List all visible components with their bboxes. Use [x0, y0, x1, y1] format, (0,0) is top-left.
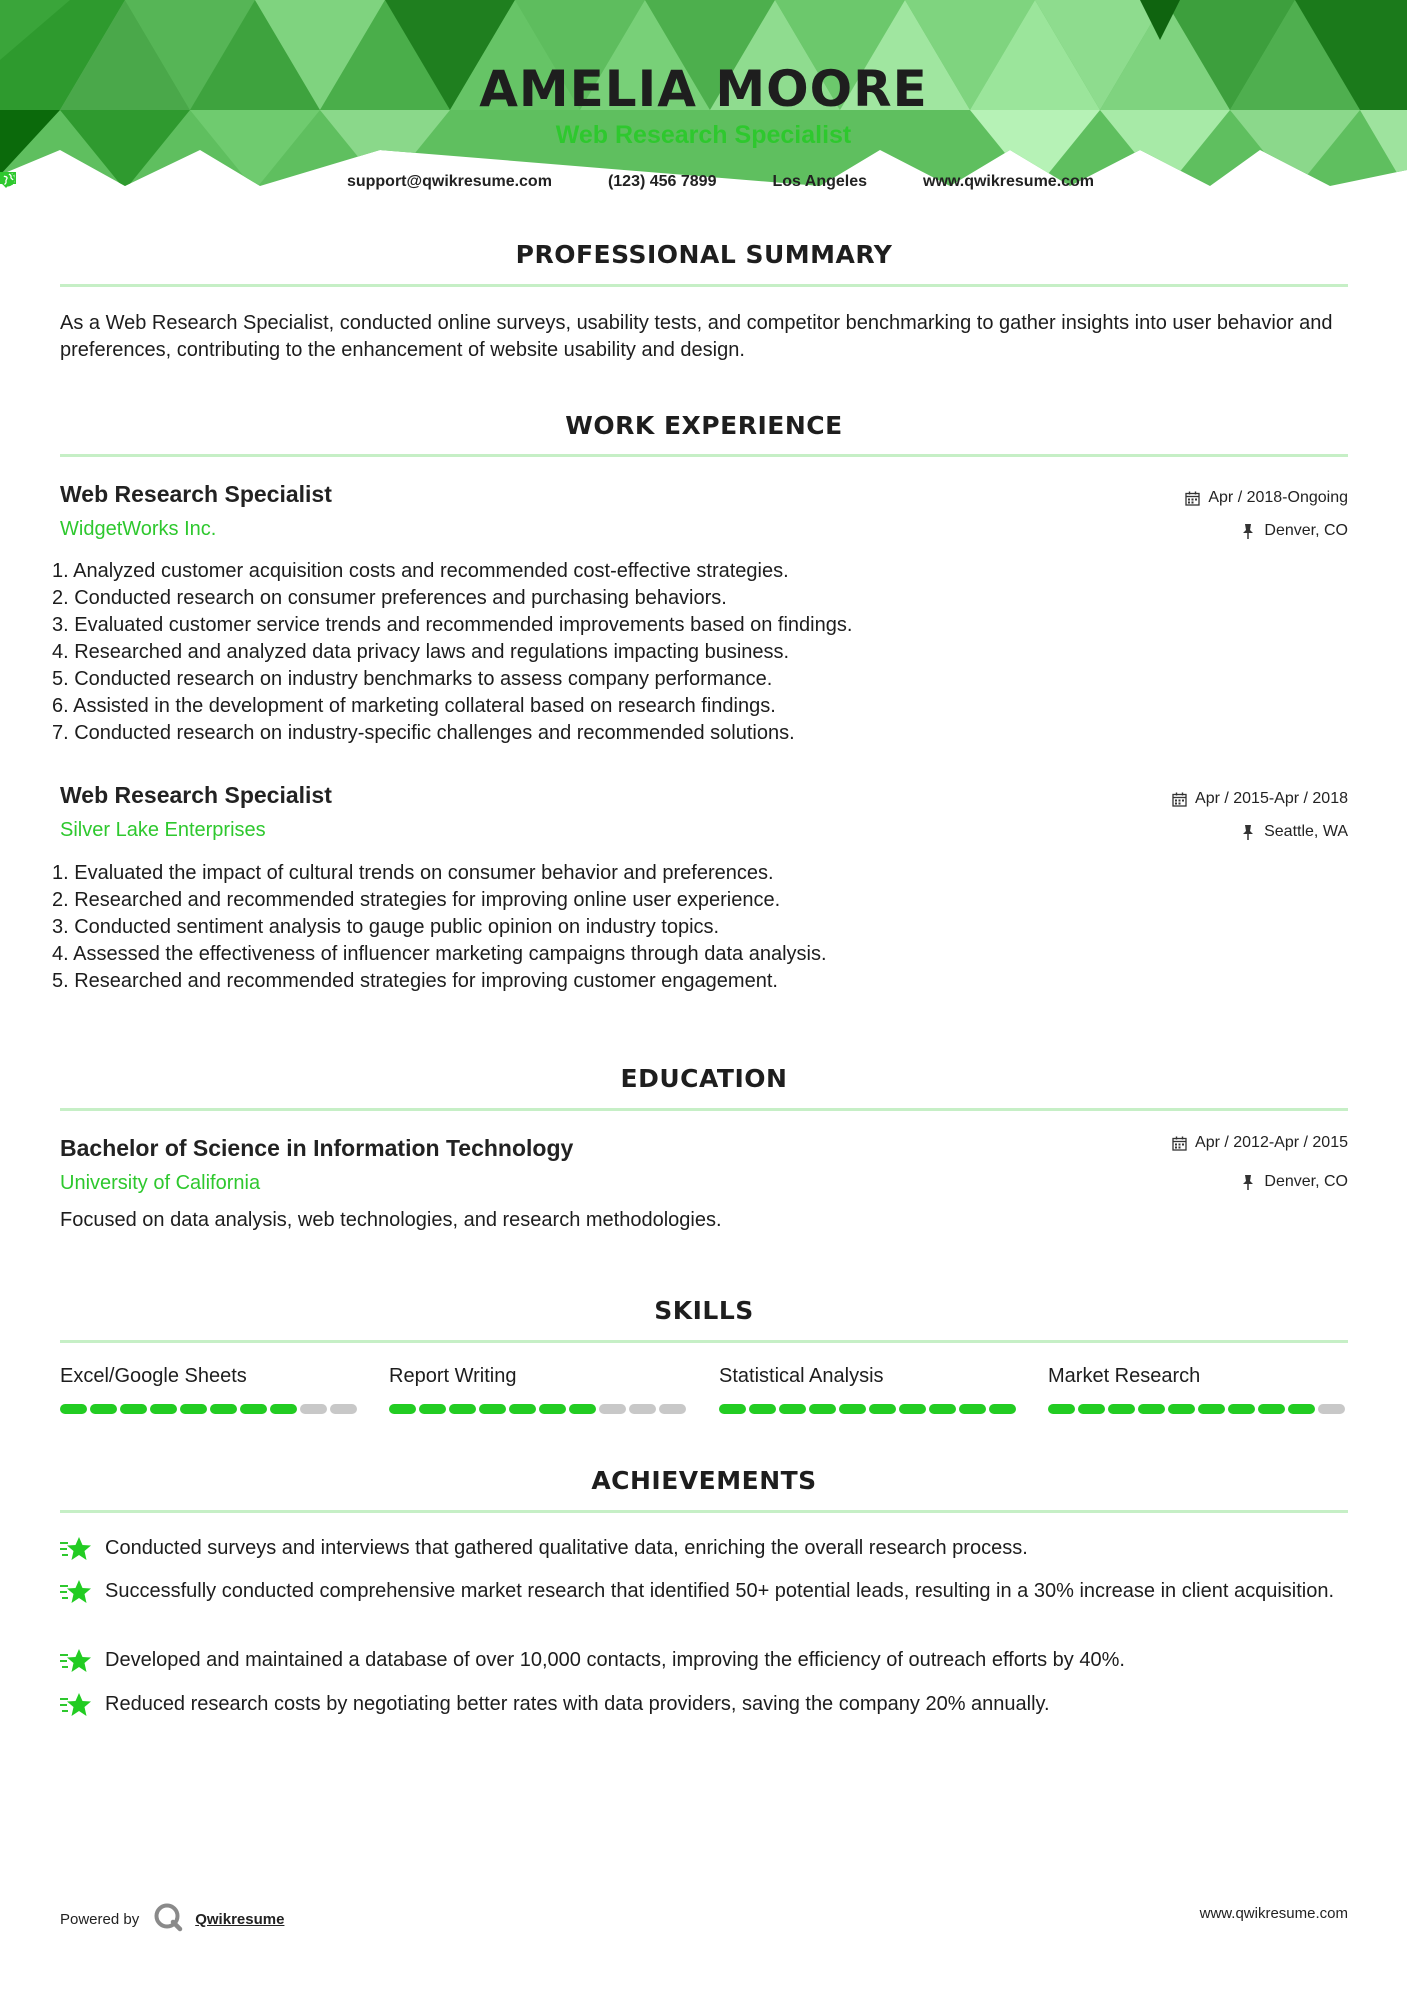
job-location-text: Denver, CO [1264, 522, 1348, 539]
achievements-divider [60, 1510, 1348, 1513]
company-name: Silver Lake Enterprises [60, 819, 266, 841]
school-name: University of California [60, 1172, 261, 1194]
summary-divider [60, 284, 1348, 287]
candidate-role: Web Research Specialist [555, 121, 852, 149]
location-text: Los Angeles [772, 173, 868, 190]
list-item: 6. Assisted in the development of marketing collateral based on research findings. [52, 695, 776, 717]
skill-segment-filled [719, 1404, 746, 1414]
list-item: 2. Researched and recommended strategies for improving online user experience. [52, 889, 781, 911]
skill-name: Report Writing [389, 1365, 517, 1387]
skill-segment-filled [90, 1404, 117, 1414]
skill-segment-filled [1078, 1404, 1105, 1414]
skill-segment-filled [120, 1404, 147, 1414]
skill-segment-filled [389, 1404, 416, 1414]
education-description: Focused on data analysis, web technologies, and research methodologies. [60, 1209, 722, 1231]
skill-segment-empty [599, 1404, 626, 1414]
phone-icon [574, 172, 594, 192]
list-item: 1. Analyzed customer acquisition costs and recommended cost-effective strategies. [52, 560, 789, 582]
skill-segment-filled [1048, 1404, 1075, 1414]
skill-segment-filled [150, 1404, 177, 1414]
calendar-icon [1184, 490, 1200, 506]
skill-segment-filled [929, 1404, 956, 1414]
list-item: 3. Conducted sentiment analysis to gauge public opinion on industry topics. [52, 916, 720, 938]
list-item: 5. Conducted research on industry benchmarks to assess company performance. [52, 668, 773, 690]
achievement-item [60, 1647, 1350, 1675]
achievement-item [60, 1691, 1350, 1719]
footer-website[interactable]: www.qwikresume.com [1199, 1905, 1348, 1922]
powered-by-text: Powered by [60, 1910, 140, 1928]
skill-segment-filled [1168, 1404, 1195, 1414]
star-icon [60, 1647, 92, 1675]
footer-powered-by [60, 1902, 284, 1936]
website-text: www.qwikresume.com [923, 173, 1095, 190]
email-text: support@qwikresume.com [346, 173, 552, 190]
skill-segment-filled [419, 1404, 446, 1414]
job-dates-text: Apr / 2015-Apr / 2018 [1195, 790, 1348, 807]
list-item: 5. Researched and recommended strategies for improving customer engagement. [52, 970, 778, 992]
experience-divider [60, 454, 1348, 457]
duties-list [52, 558, 1352, 747]
star-icon [60, 1691, 92, 1719]
skill-segment-filled [959, 1404, 986, 1414]
job-dates [1171, 790, 1348, 808]
skill-segment-filled [899, 1404, 926, 1414]
calendar-icon [1171, 791, 1187, 807]
education-heading: EDUCATION [620, 1064, 788, 1093]
education-dates-text: Apr / 2012-Apr / 2015 [1195, 1134, 1348, 1151]
skill-segment-filled [1288, 1404, 1315, 1414]
skill-name: Market Research [1048, 1365, 1201, 1387]
achievement-text: Reduced research costs by negotiating better rates with data providers, saving the company 20% annually. [105, 1693, 1050, 1715]
globe-icon [889, 172, 909, 192]
skill-level-bar [389, 1404, 689, 1414]
list-item: 2. Conducted research on consumer preferences and purchasing behaviors. [52, 587, 727, 609]
education-divider [60, 1108, 1348, 1111]
contact-location [738, 172, 867, 192]
summary-text: As a Web Research Specialist, conducted online surveys, usability tests, and competitor benchmarking to gather insights into user behavior and preferences, contributing to the enhancement of website usability and design. [60, 312, 1333, 361]
calendar-icon [1171, 1135, 1187, 1151]
job-location [1240, 823, 1348, 841]
skill-level-bar [719, 1404, 1019, 1414]
skill-segment-filled [60, 1404, 87, 1414]
envelope-icon [313, 172, 333, 192]
map-marker-icon [738, 172, 758, 192]
degree-title: Bachelor of Science in Information Technology [60, 1135, 574, 1161]
skill-name: Excel/Google Sheets [60, 1365, 247, 1387]
phone-text: (123) 456 7899 [607, 173, 717, 190]
skill-segment-empty [629, 1404, 656, 1414]
pushpin-icon [1240, 824, 1256, 840]
skill-level-bar [1048, 1404, 1348, 1414]
skill-segment-filled [449, 1404, 476, 1414]
achievement-text: Successfully conducted comprehensive market research that identified 50+ potential leads, resulting in a 30% increase in client acquisition. [105, 1580, 1335, 1602]
skill-item [60, 1365, 360, 1414]
summary-heading: PROFESSIONAL SUMMARY [515, 240, 893, 269]
list-item: 4. Researched and analyzed data privacy laws and regulations impacting business. [52, 641, 790, 663]
education-location-text: Denver, CO [1264, 1173, 1348, 1190]
job-location [1240, 522, 1348, 540]
skill-item [389, 1365, 689, 1414]
skill-segment-filled [1138, 1404, 1165, 1414]
contact-website[interactable] [889, 172, 1094, 192]
skill-segment-filled [809, 1404, 836, 1414]
candidate-name: AMELIA MOORE [479, 60, 928, 118]
pushpin-icon [1240, 1174, 1256, 1190]
achievements-heading: ACHIEVEMENTS [591, 1466, 817, 1495]
job-title: Web Research Specialist [60, 481, 332, 507]
skill-segment-filled [270, 1404, 297, 1414]
education-dates [1171, 1134, 1348, 1152]
skill-item [719, 1365, 1019, 1414]
skill-segment-empty [659, 1404, 686, 1414]
qwikresume-link[interactable]: Qwikresume [195, 1910, 285, 1928]
experience-heading: WORK EXPERIENCE [565, 411, 843, 440]
contact-bar [0, 172, 1407, 192]
skill-segment-filled [869, 1404, 896, 1414]
skill-segment-filled [1228, 1404, 1255, 1414]
skill-segment-filled [839, 1404, 866, 1414]
duties-list [52, 860, 1352, 995]
header-banner [0, 0, 1407, 200]
education-location [1240, 1173, 1348, 1191]
company-name: WidgetWorks Inc. [60, 518, 217, 540]
skill-segment-filled [1198, 1404, 1225, 1414]
skill-segment-filled [509, 1404, 536, 1414]
skill-segment-filled [1258, 1404, 1285, 1414]
skill-segment-empty [1318, 1404, 1345, 1414]
skill-segment-filled [569, 1404, 596, 1414]
skills-divider [60, 1340, 1348, 1343]
contact-phone[interactable] [574, 172, 717, 192]
list-item: 3. Evaluated customer service trends and recommended improvements based on findings. [52, 614, 853, 636]
skill-segment-filled [749, 1404, 776, 1414]
pushpin-icon [1240, 523, 1256, 539]
skill-segment-empty [330, 1404, 357, 1414]
skill-segment-filled [779, 1404, 806, 1414]
list-item: 1. Evaluated the impact of cultural trends on consumer behavior and preferences. [52, 862, 774, 884]
skill-segment-filled [539, 1404, 566, 1414]
skill-segment-filled [479, 1404, 506, 1414]
achievement-item [60, 1578, 1350, 1606]
achievement-text: Conducted surveys and interviews that gathered qualitative data, enriching the overall research process. [105, 1537, 1028, 1559]
contact-email[interactable] [313, 172, 552, 192]
skill-segment-filled [210, 1404, 237, 1414]
job-location-text: Seattle, WA [1264, 823, 1348, 840]
job-dates-text: Apr / 2018-Ongoing [1208, 489, 1348, 506]
achievement-item [60, 1535, 1350, 1563]
skill-level-bar [60, 1404, 360, 1414]
qwikresume-logo-icon [153, 1902, 183, 1936]
job-title: Web Research Specialist [60, 782, 332, 808]
star-icon [60, 1535, 92, 1563]
skill-segment-filled [180, 1404, 207, 1414]
star-icon [60, 1578, 92, 1606]
skills-heading: SKILLS [654, 1296, 754, 1325]
skill-item [1048, 1365, 1348, 1414]
skill-segment-filled [1108, 1404, 1135, 1414]
job-dates [1184, 489, 1348, 507]
list-item: 7. Conducted research on industry-specific challenges and recommended solutions. [52, 722, 795, 744]
achievement-text: Developed and maintained a database of over 10,000 contacts, improving the efficiency of outreach efforts by 40%. [105, 1649, 1125, 1671]
list-item: 4. Assessed the effectiveness of influencer marketing campaigns through data analysis. [52, 943, 827, 965]
skill-segment-filled [240, 1404, 267, 1414]
skill-segment-empty [300, 1404, 327, 1414]
skill-segment-filled [989, 1404, 1016, 1414]
skill-name: Statistical Analysis [719, 1365, 884, 1387]
